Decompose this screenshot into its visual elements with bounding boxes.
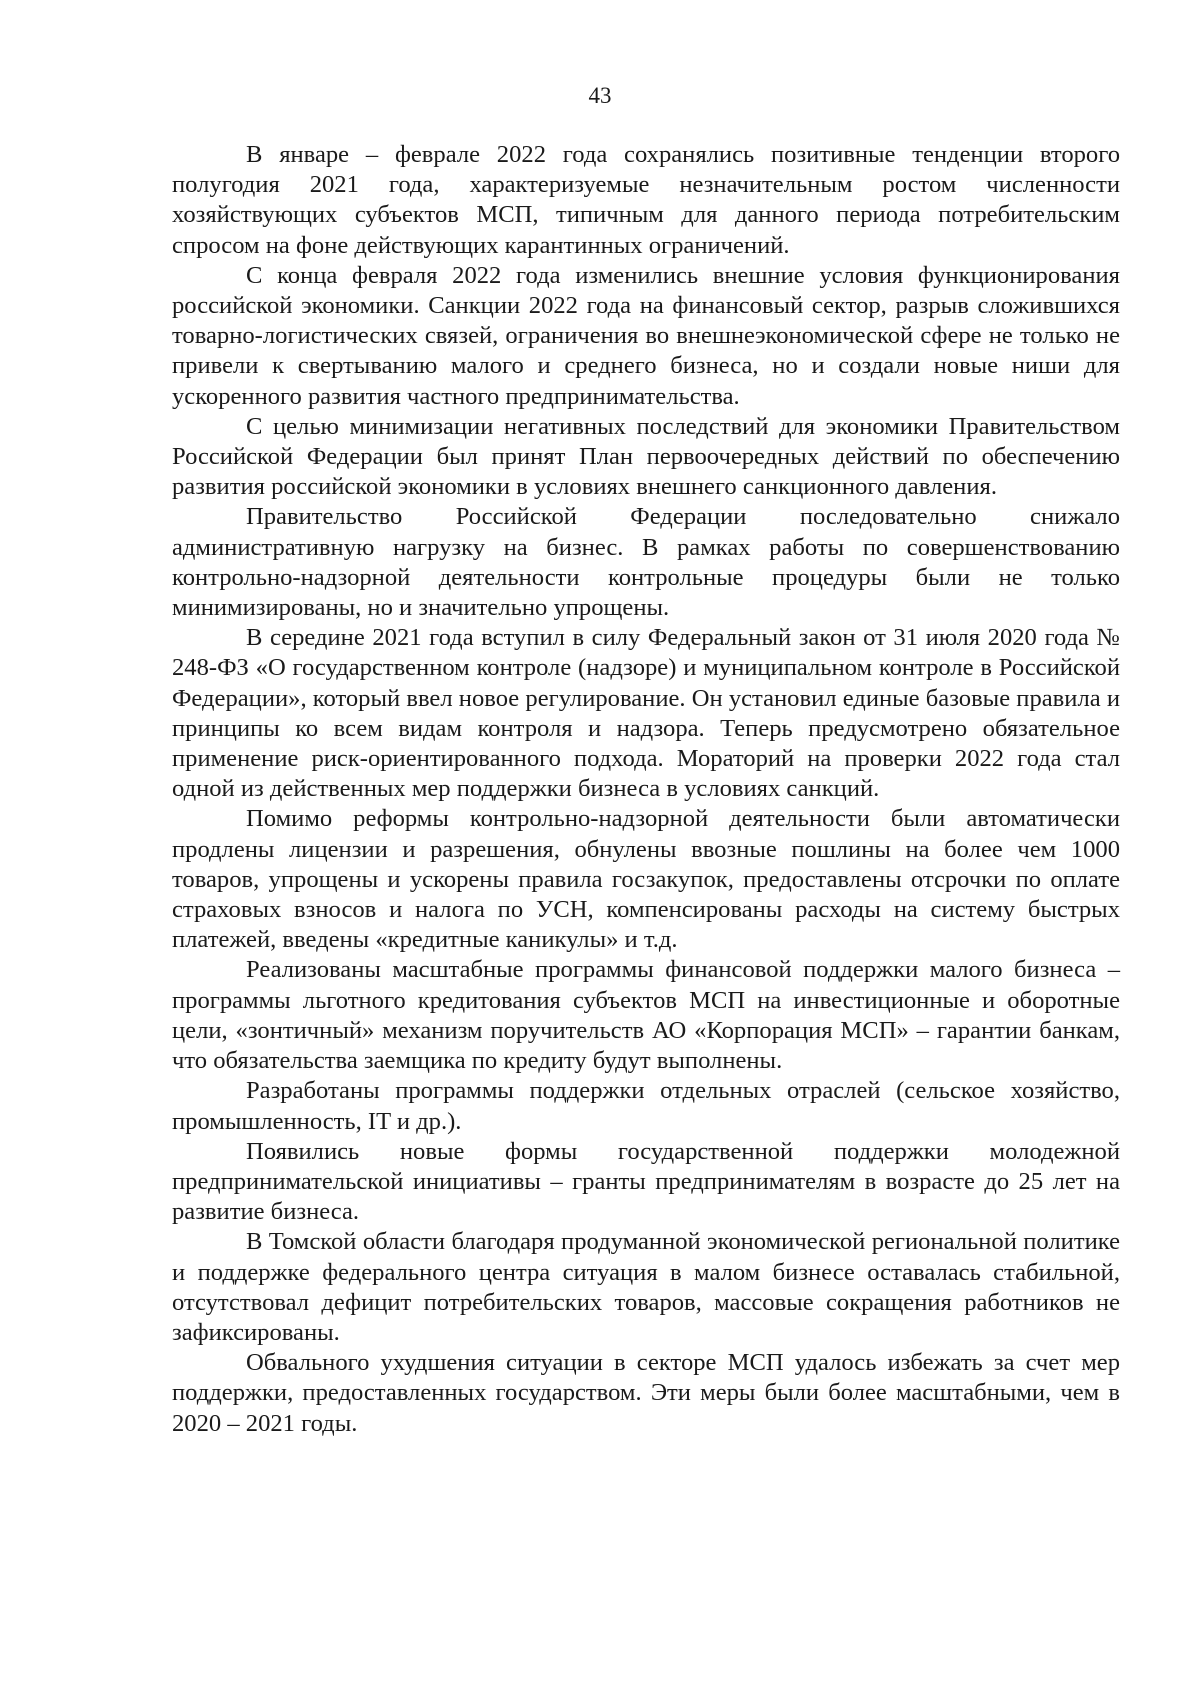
paragraph-8: Разработаны программы поддержки отдельных отраслей (сельское хозяйство, промышленность, IT и др.).	[172, 1077, 1120, 1135]
paragraph-7: Реализованы масштабные программы финансовой поддержки малого бизнеса – программы льготного кредитования субъектов МСП на инвестиционные и оборотные цели, «зонтичный» механизм поручительств АО «Корпорация МСП» – гарантии банкам, что обязательства заемщика по кредиту будут выполнены.	[172, 956, 1120, 1075]
paragraph-6: Помимо реформы контрольно-надзорной деятельности были автоматически продлены лицензии и разрешения, обнулены ввозные пошлины на более чем 1000 товаров, упрощены и ускорены правила госзакупок, предоставлены отсрочки по оплате страховых взносов и налога по УСН, компенсированы расходы на систему быстрых платежей, введены «кредитные каникулы» и т.д.	[172, 805, 1120, 954]
paragraph-11: Обвального ухудшения ситуации в секторе МСП удалось избежать за счет мер поддержки, предоставленных государством. Эти меры были более масштабными, чем в 2020 – 2021 годы.	[172, 1349, 1120, 1437]
paragraph-5: В середине 2021 года вступил в силу Федеральный закон от 31 июля 2020 года № 248-ФЗ «О государственном контроле (надзоре) и муниципальном контроле в Российской Федерации», который ввел новое регулирование. Он установил единые базовые правила и принципы ко всем видам контроля и надзора. Теперь предусмотрено обязательное применение риск-ориентированного подхода. Мораторий на проверки 2022 года стал одной из действенных мер поддержки бизнеса в условиях санкций.	[172, 624, 1120, 803]
paragraph-4: Правительство Российской Федерации последовательно снижало административную нагрузку на бизнес. В рамках работы по совершенствованию контрольно-надзорной деятельности контрольные процедуры были не только минимизированы, но и значительно упрощены.	[172, 503, 1120, 622]
paragraph-2: С конца февраля 2022 года изменились внешние условия функционирования российской экономики. Санкции 2022 года на финансовый сектор, разрыв сложившихся товарно-логистических связей, ограничения во внешнеэкономической сфере не только не привели к свертыванию малого и среднего бизнеса, но и создали новые ниши для ускоренного развития частного предпринимательства.	[172, 261, 1120, 410]
paragraph-9: Появились новые формы государственной поддержки молодежной предпринимательской инициативы – гранты предпринимателям в возрасте до 25 лет на развитие бизнеса.	[172, 1137, 1120, 1226]
paragraph-1: В январе – феврале 2022 года сохранялись позитивные тенденции второго полугодия 2021 года, характеризуемые незначительным ростом численности хозяйствующих субъектов МСП, типичным для данного периода потребительским спросом на фоне действующих карантинных ограничений.	[172, 141, 1120, 259]
page-number: 43	[588, 83, 612, 108]
paragraph-3: С целью минимизации негативных последствий для экономики Правительством Российской Федерации был принят План первоочередных действий по обеспечению развития российской экономики в условиях внешнего санкционного давления.	[172, 412, 1120, 501]
document-body	[172, 140, 1120, 1439]
paragraph-10: В Томской области благодаря продуманной экономической региональной политике и поддержке федерального центра ситуация в малом бизнесе оставалась стабильной, отсутствовал дефицит потребительских товаров, массовые сокращения работников не зафиксированы.	[172, 1228, 1120, 1346]
